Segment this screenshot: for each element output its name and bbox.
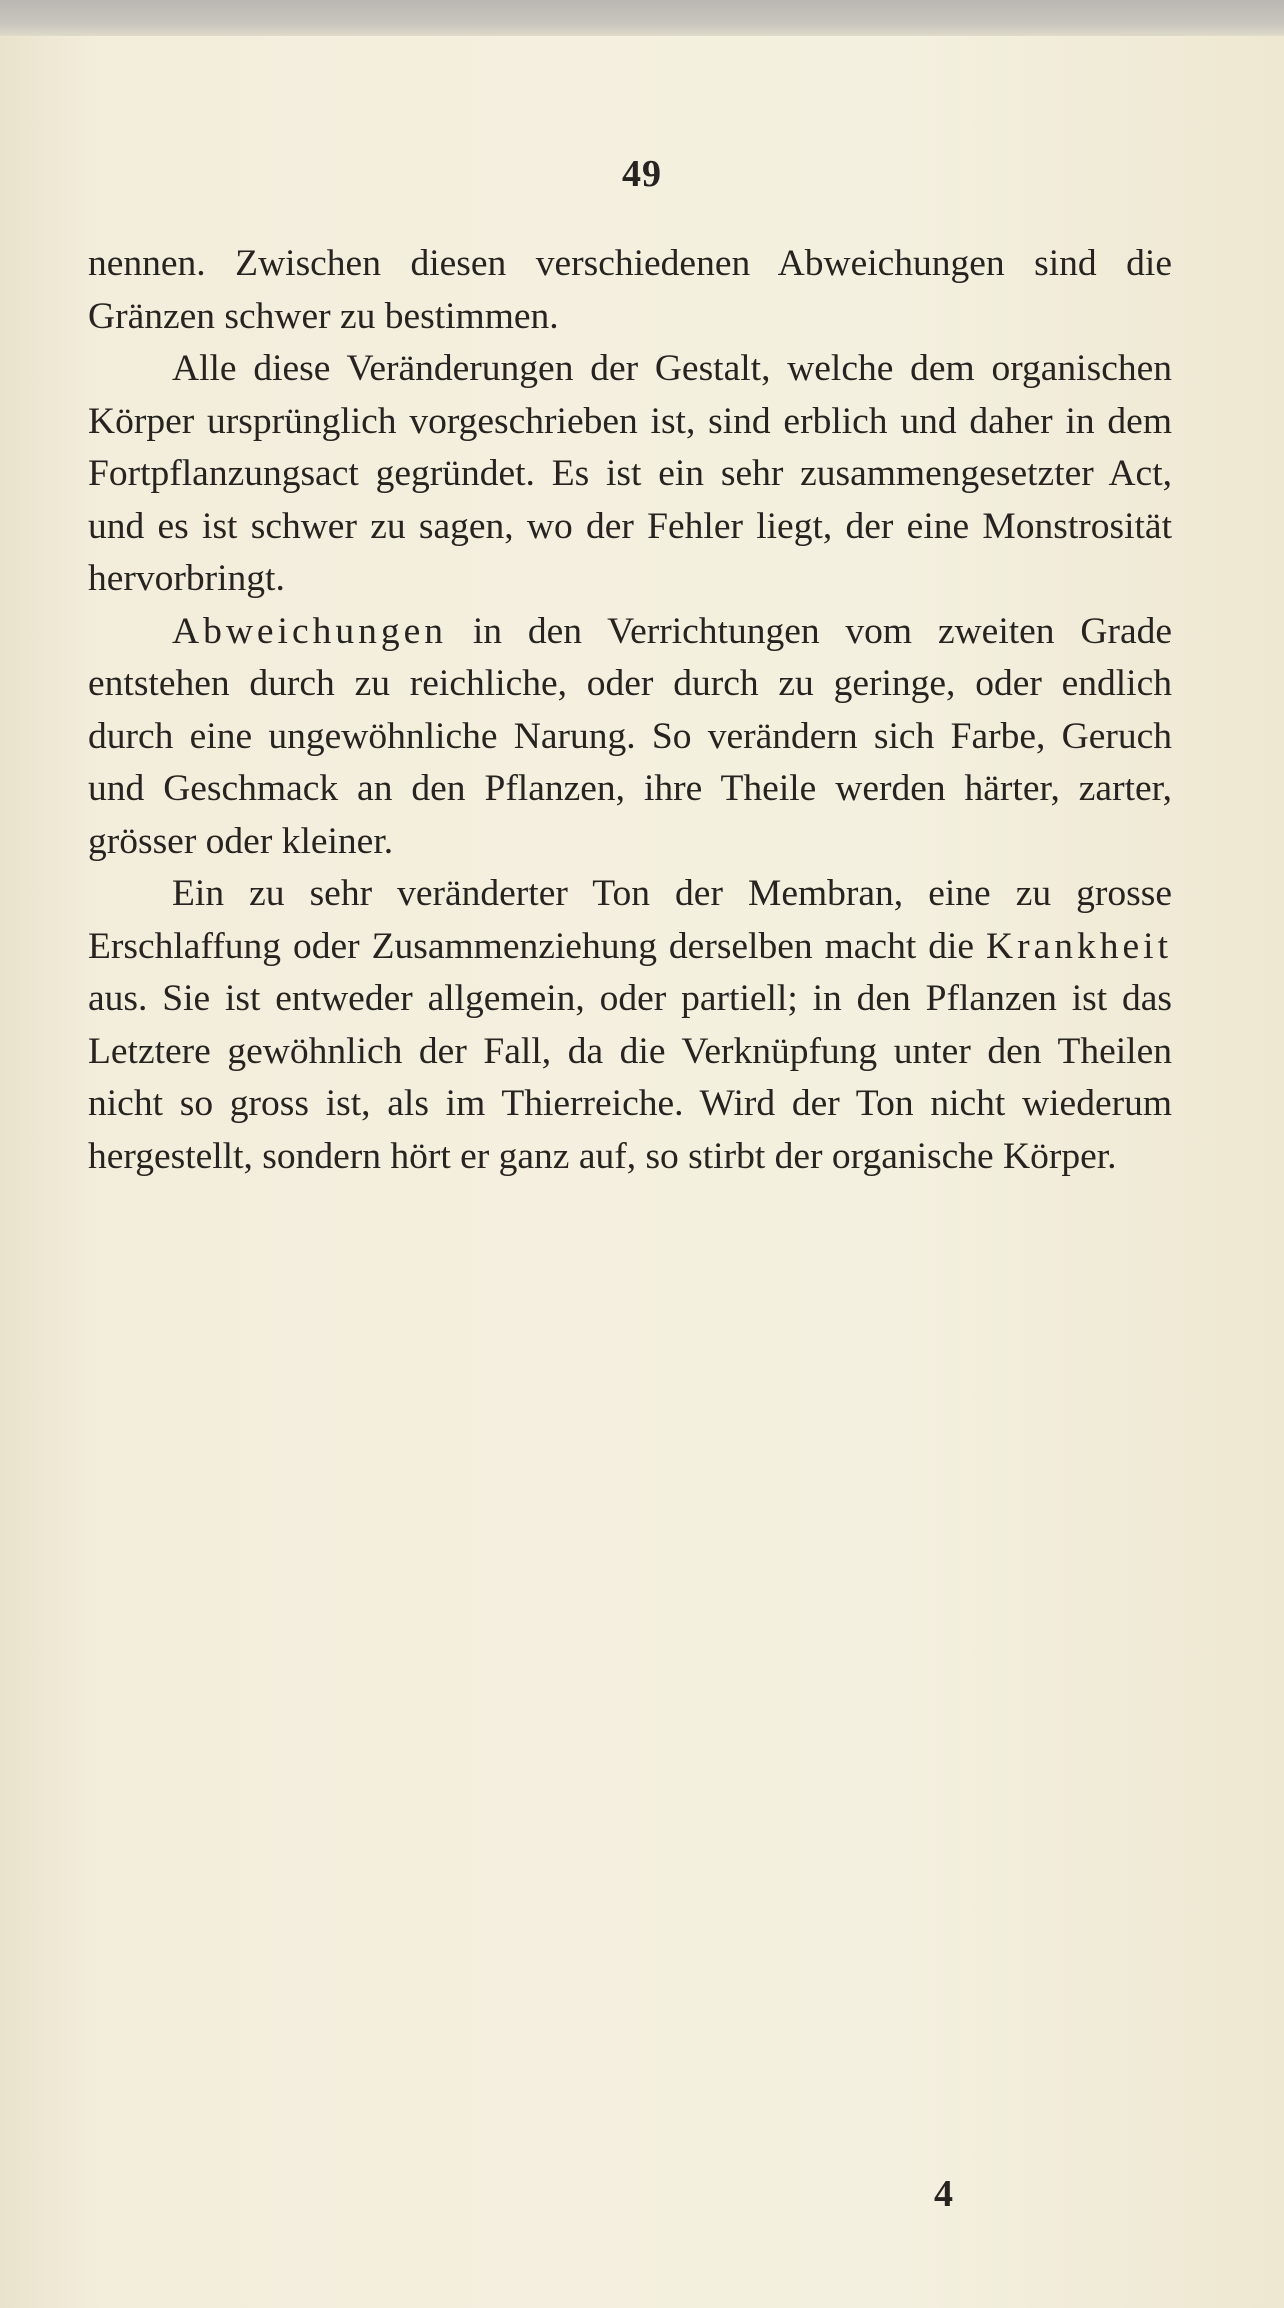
body-text (88, 238, 1172, 1183)
signature-mark: 4 (934, 2173, 953, 2215)
paragraph-4 (88, 868, 1172, 1183)
paragraph-4-emphasis: Krankheit (986, 925, 1172, 967)
paragraph-3-text: in den Verrichtungen vom zweiten Grade entstehen durch zu reichliche, oder durch zu geringe, oder endlich durch eine ungewöhnliche Narung. So verändern sich Farbe, Geruch und Geschmack an den Pflanzen, ihre Theile werden härter, zarter, grösser oder kleiner. (88, 610, 1172, 862)
scan-top-edge (0, 0, 1284, 40)
paragraph-4-text-end: aus. Sie ist entweder allgemein, oder partiell; in den Pflanzen ist das Letztere gewöhnlich der Fall, da die Verknüpfung unter den Theilen nicht so gross ist, als im Thierreiche. Wird der Ton nicht wiederum hergestellt, sondern hört er ganz auf, so stirbt der organische Körper. (88, 978, 1172, 1177)
paragraph-2 (88, 343, 1172, 606)
paragraph-2-text: Alle diese Veränderungen der Gestalt, welche dem organischen Körper ursprünglich vorgeschrieben ist, sind erblich und daher in dem Fortpflanzungsact gegründet. Es ist ein sehr zusammengesetzter Act, und es ist schwer zu sagen, wo der Fehler liegt, der eine Monstrosität hervorbringt. (88, 348, 1172, 599)
paragraph-3-emphasis: Abweichungen (172, 610, 448, 652)
page-number: 49 (622, 153, 662, 195)
paragraph-1-text: nennen. Zwischen diesen verschiedenen Abweichungen sind die Gränzen schwer zu bestimmen. (88, 243, 1172, 337)
paragraph-4-text-start: Ein zu sehr veränderter Ton der Membran, eine zu grosse Erschlaffung oder Zusammenziehung derselben macht die (88, 873, 1172, 967)
paragraph-3 (88, 606, 1172, 869)
paragraph-1 (88, 238, 1172, 343)
